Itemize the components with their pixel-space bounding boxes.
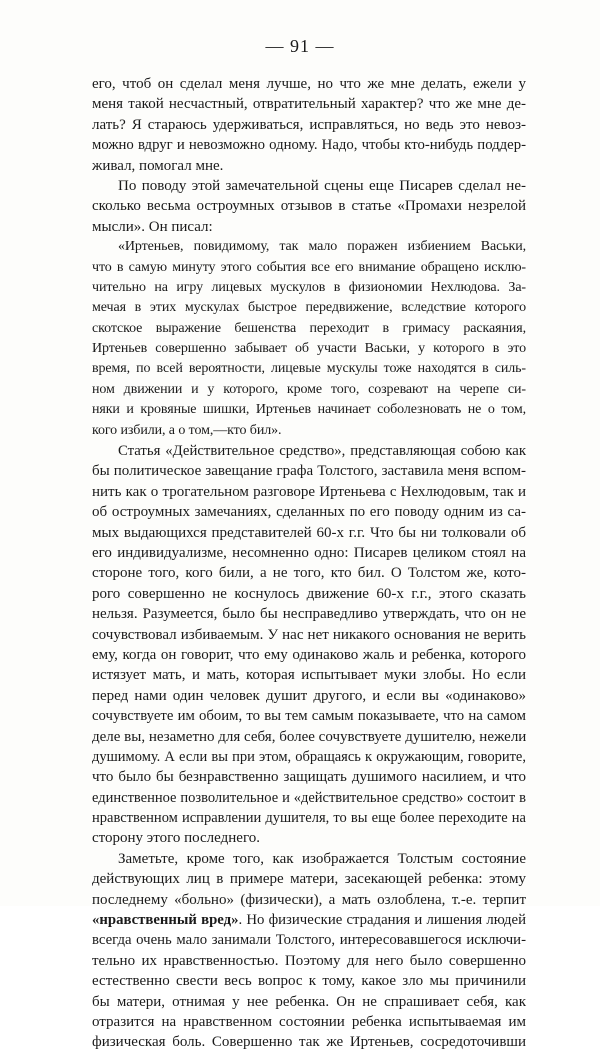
text-line: тельно их нравственностью. Поэтому для него было совершенно (92, 952, 526, 969)
text-line: нить как о трогательном разговоре Иртеньева с Нехлюдовым, так и (92, 483, 526, 500)
text-line: сочувствуете им обоим, то вы тем самым показываете, что на самом (92, 708, 526, 725)
text-line: меня такой несчастный, отвратительный характер? что же мне де- (92, 96, 526, 113)
text-line: Заметьте, кроме того, как изображается Толстым состояние (118, 850, 526, 867)
text-line: его, чтоб он сделал меня лучше, но что же мне делать, ежели у (92, 76, 526, 92)
text-line: По поводу этой замечательной сцены еще Писарев сделал не- (118, 177, 526, 194)
text-line: мечая в этих мускулах быстрое передвижение, вследствие которого (92, 300, 526, 316)
text-line: Иртеньев совершенно забывает об участи Васьки, у которого в это (92, 341, 526, 357)
text-line: всегда очень мало занимали Толстого, интересовавшегося исключи- (92, 932, 526, 949)
text-line: сочувствовал избиваемым. У нас нет никакого основания не верить (92, 626, 526, 643)
text-line: мых выдающихся представителей 60-х г.г. Что бы ни толковали об (92, 524, 526, 541)
text-line: перед нами один человек душит другого, и если вы «одинаково» (92, 687, 526, 704)
text-line: ему, когда он говорит, что ему одинаково жаль и ребенка, которого (92, 646, 526, 663)
text-line: ном движении и у которого, кроме того, созревают на черепе си- (92, 381, 526, 397)
text-line: отразится на нравственном состоянии ребенка испытываемая им (92, 1013, 526, 1030)
text-line: физическая боль. Совершенно так же Иртеньев, сосредоточивши (92, 1034, 526, 1051)
text-line: чительно на игру лицевых мускулов в физиономии Нехлюдова. За- (92, 279, 526, 295)
text-line: сколько весьма остроумных отзывов в статье «Промахи незрелой (92, 198, 526, 215)
text-line: няки и кровяные шишки, Иртеньев начинает соболезновать не о том, (92, 402, 526, 418)
text-line: его индивидуализме, несомненно одно: Писарев целиком стоял на (92, 544, 526, 561)
text-line: «Иртеньев, повидимому, так мало поражен избиением Васьки, (118, 239, 526, 255)
text-line: скотское выражение бешенства переходит в гримасу раскаяния, (92, 320, 526, 336)
text-line: кого избили, а о том,—кто бил». (92, 422, 282, 438)
text-line: последнему «больно» (физически), а мать озлоблена, т.-е. терпит (92, 891, 526, 908)
text-line: мысли». Он писал: (92, 218, 213, 235)
text-line: единственное позволительное и «действительное средство» состоит в (92, 789, 526, 806)
page-number: — 91 — (265, 36, 335, 56)
text-line: бы матери, отнимая у нее ребенка. Он не спрашивает себя, как (92, 993, 526, 1010)
text-line: время, по всей вероятности, лицевые мускулы тоже находятся в силь- (92, 361, 526, 377)
text-line: об остроумных замечаниях, сделанных по его поводу одним из са- (92, 504, 526, 521)
bold-phrase: «нравственный вред» (92, 912, 239, 929)
text-line: можно вдруг и невозможно одному. Надо, чтобы кто-нибудь поддер- (92, 137, 526, 154)
text-line: естественно свести весь вопрос к тому, какое зло мы причинили (92, 973, 526, 990)
text-line: лать? Я стараюсь удерживаться, исправляться, но ведь это невоз- (92, 116, 526, 133)
text-line: нельзя. Разумеется, было бы несправедливо утверждать, что он не (92, 606, 526, 623)
text-line: нравственном исправлении душителя, то вы еще более переходите на (92, 810, 526, 827)
text-line: сторону этого последнего. (92, 830, 260, 847)
text-line: живал, помогал мне. (92, 157, 224, 174)
text-line: деле вы, незаметно для себя, более сочувствуете душителю, нежели (92, 728, 527, 745)
text-line: стороне того, кого били, а не того, кто бил. О Толстом же, кото- (92, 565, 526, 582)
text-line: Статья «Действительное средство», представляющая собою как (118, 443, 526, 460)
line-rest: . Но физические страдания и лишения людей (238, 912, 526, 929)
text-line (92, 910, 526, 930)
text-line: бы политическое завещание графа Толстого, заставила меня вспом- (92, 463, 526, 480)
text-line: что было бы безнравственно защищать душимого насилием, и что (92, 769, 526, 786)
text-line: рого совершенно не коснулось движение 60-х г.г., этого сказать (92, 585, 526, 602)
text-line: душимому. А если вы при этом, обращаясь к окружающим, говорите, (92, 748, 526, 765)
text-line: действующих лиц в примере матери, засекающей ребенка: этому (92, 871, 526, 888)
text-line: что в самую минуту этого события все его внимание обращено исклю- (92, 259, 526, 275)
text-line: истязует мать, и мать, которая испытывает муки злобы. Но если (92, 667, 526, 684)
